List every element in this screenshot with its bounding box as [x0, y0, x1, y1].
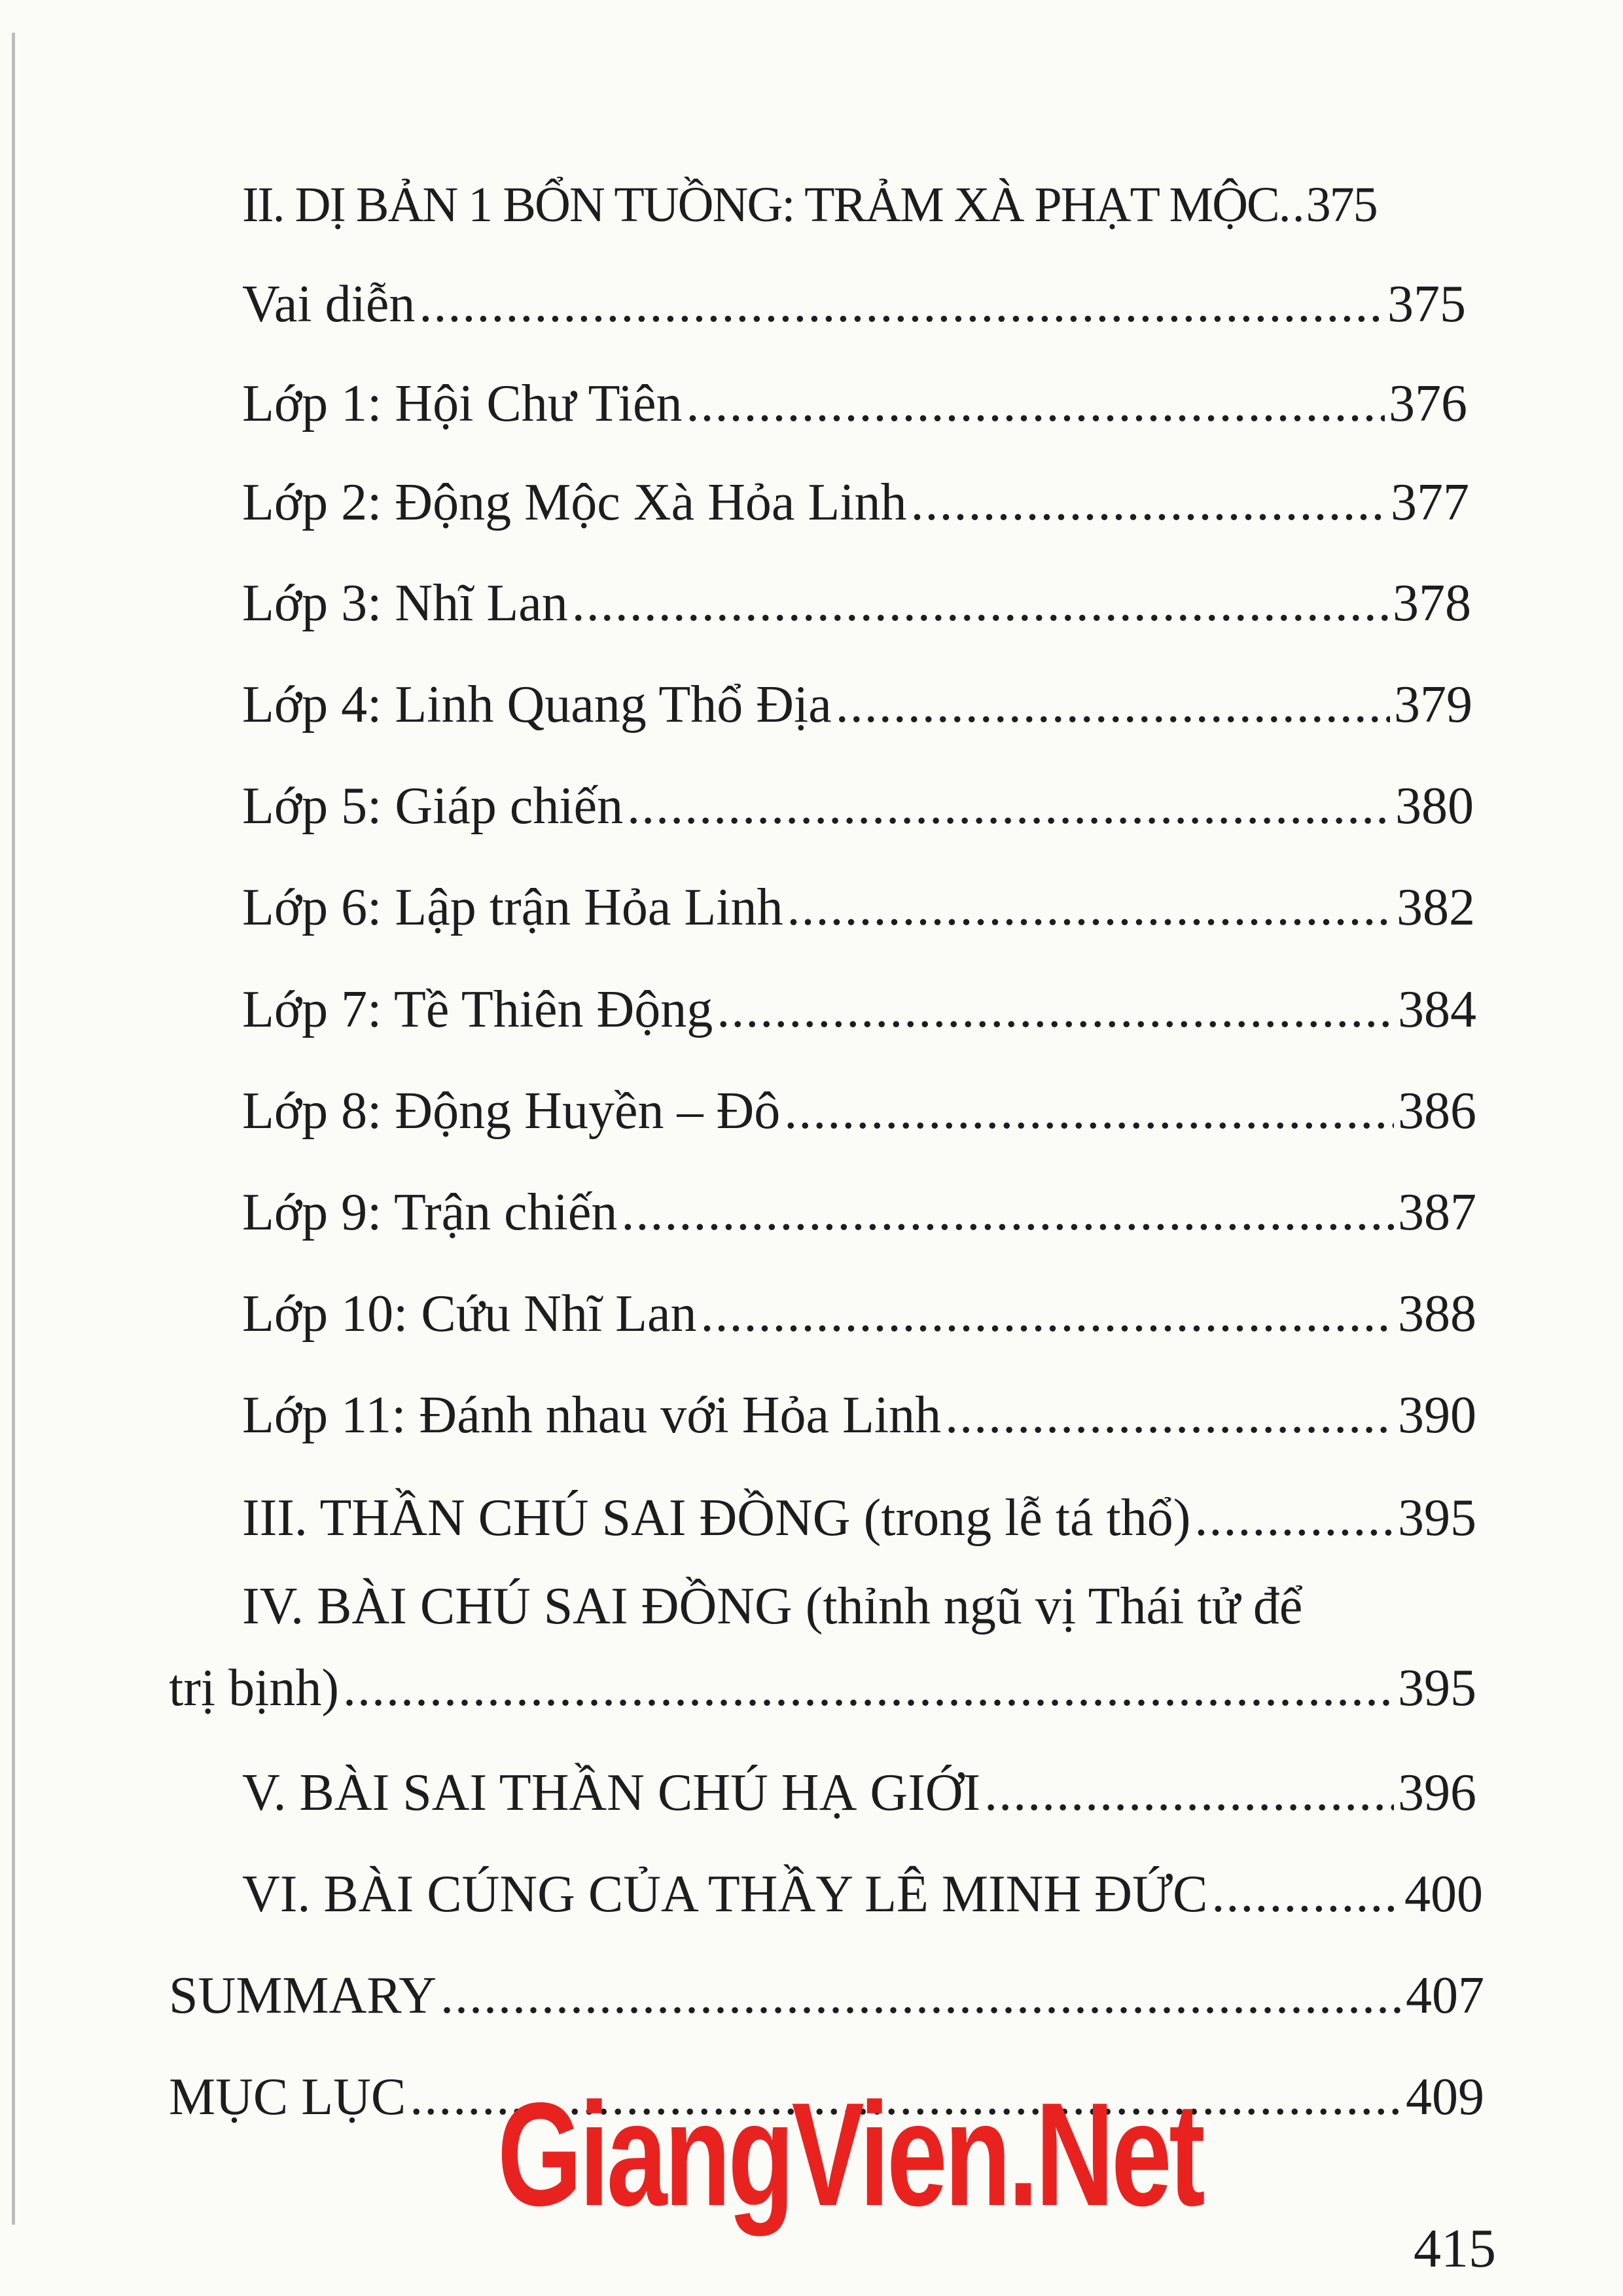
toc-entry-leader — [343, 1662, 1394, 1714]
toc-entry-leader — [910, 476, 1387, 529]
toc-entry[interactable] — [242, 574, 1471, 632]
toc-entry[interactable] — [242, 1186, 1476, 1239]
page-number: 415 — [1414, 2218, 1496, 2279]
toc-entry-title: Lớp 5: Giáp chiến — [242, 777, 624, 835]
toc-entry-title: SUMMARY — [169, 1967, 437, 2024]
toc-entry-page: 375 — [1306, 177, 1377, 232]
toc-entry-leader — [627, 780, 1391, 832]
toc-entry-title: V. BÀI SAI THẦN CHÚ HẠ GIỚI — [242, 1764, 981, 1822]
toc-entry-page: 387 — [1398, 1184, 1476, 1241]
toc-entry-leader — [440, 1969, 1402, 2022]
toc-entry-leader — [701, 1288, 1395, 1340]
toc-entry-title: Lớp 4: Linh Quang Thổ Địa — [242, 676, 832, 733]
toc-entry[interactable] — [242, 177, 1446, 232]
toc-entry[interactable] — [242, 881, 1475, 934]
toc-entry[interactable] — [242, 1285, 1476, 1343]
toc-entry-title: Lớp 9: Trận chiến — [242, 1184, 618, 1241]
toc-entry[interactable] — [242, 983, 1476, 1036]
toc-entry-page: 390 — [1398, 1386, 1476, 1444]
toc-entry-page: 377 — [1391, 474, 1469, 531]
toc-entry-leader — [787, 881, 1393, 934]
toc-entry-page: 407 — [1406, 1967, 1484, 2024]
toc-entry-page: 376 — [1389, 375, 1467, 433]
toc-entry-page: 378 — [1393, 574, 1471, 632]
toc-entry-leader: .. — [1278, 177, 1306, 232]
toc-entry-leader — [621, 1186, 1394, 1239]
toc-entry-page: 400 — [1404, 1865, 1483, 1923]
toc-entry-page: 395 — [1398, 1489, 1476, 1547]
toc-entry[interactable] — [169, 1969, 1484, 2022]
toc-entry-title: II. DỊ BẢN 1 BỔN TUỒNG: TRẢM XÀ PHẠT MỘC — [242, 177, 1279, 232]
toc-entry-page: 386 — [1398, 1082, 1476, 1140]
toc-entry-page: 382 — [1397, 879, 1475, 936]
toc-entry-title: Lớp 11: Đánh nhau với Hỏa Linh — [242, 1386, 942, 1444]
toc-entry-title: Lớp 3: Nhĩ Lan — [242, 574, 568, 632]
toc-entry-title: trị bịnh) — [169, 1659, 339, 1717]
toc-entry-title: Lớp 7: Tề Thiên Động — [242, 981, 713, 1038]
toc-entry[interactable] — [242, 1386, 1476, 1444]
toc-entry-title: Lớp 10: Cứu Nhĩ Lan — [242, 1285, 697, 1343]
toc-entry-page: 396 — [1398, 1764, 1476, 1822]
toc-entry-page: 384 — [1398, 981, 1476, 1038]
toc-entry[interactable] — [169, 1659, 1476, 1717]
toc-entry[interactable] — [242, 676, 1472, 733]
toc-entry-page: 395 — [1398, 1659, 1476, 1717]
toc-entry-page: 380 — [1395, 777, 1474, 835]
toc-entry-title: Lớp 2: Động Mộc Xà Hỏa Linh — [242, 474, 907, 531]
toc-entry[interactable] — [242, 1764, 1476, 1822]
toc-entry-leader — [1194, 1492, 1394, 1544]
toc-entry-title: VI. BÀI CÚNG CỦA THẦY LÊ MINH ĐỨC — [242, 1865, 1208, 1923]
toc-entry-leader — [784, 1085, 1394, 1137]
toc-entry-leader — [945, 1389, 1394, 1441]
toc-entry-page: 375 — [1387, 275, 1466, 333]
toc-entry[interactable] — [242, 777, 1474, 835]
toc-entry-title: Lớp 8: Động Huyền – Đô — [242, 1082, 781, 1140]
toc-entry-page: 379 — [1394, 676, 1472, 733]
toc-entry[interactable] — [242, 476, 1469, 529]
toc-entry-title: MỤC LỤC — [169, 2068, 406, 2126]
toc-entry[interactable] — [242, 375, 1467, 433]
toc-entry[interactable] — [242, 1489, 1476, 1547]
toc-entry-leader — [1211, 1868, 1400, 1920]
toc-entry[interactable] — [242, 1082, 1476, 1140]
toc-entry-page: 409 — [1406, 2068, 1484, 2126]
toc-entry-title: Lớp 1: Hội Chư Tiên — [242, 375, 683, 433]
toc-entry-title-line1: IV. BÀI CHÚ SAI ĐỒNG (thỉnh ngũ vị Thái tử để — [242, 1578, 1303, 1635]
toc-entry-title: III. THẦN CHÚ SAI ĐỒNG (trong lễ tá thổ) — [242, 1489, 1191, 1547]
toc-entry-title: Lớp 6: Lập trận Hỏa Linh — [242, 879, 783, 936]
toc-entry-leader — [419, 278, 1383, 330]
toc-entry-leader — [836, 679, 1390, 731]
toc-entry[interactable] — [242, 275, 1466, 333]
toc-entry[interactable] — [242, 1865, 1483, 1923]
toc-entry-leader — [572, 577, 1389, 629]
toc-entry-leader — [984, 1767, 1394, 1819]
toc-entry-title: Vai diễn — [242, 275, 416, 333]
toc-entry-leader — [717, 983, 1394, 1036]
toc-entry-leader — [686, 378, 1385, 430]
watermark-logo: GiangVien.Net — [497, 2072, 1203, 2236]
toc-entry-page: 388 — [1398, 1285, 1476, 1343]
